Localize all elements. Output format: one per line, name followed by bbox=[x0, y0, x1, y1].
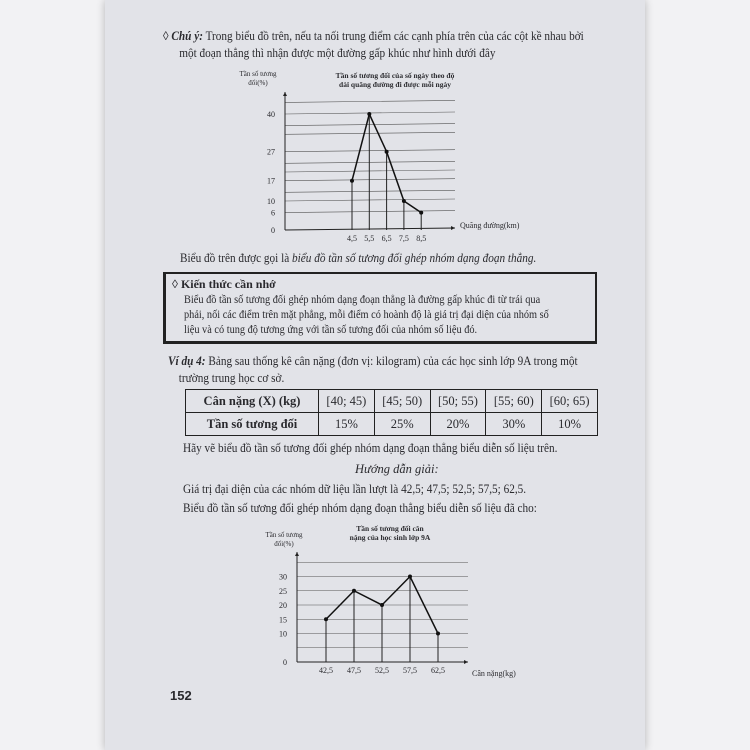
data-point bbox=[380, 603, 384, 607]
table-cell: [40; 45) bbox=[319, 390, 375, 413]
knowledge-line: phải, nối các điểm trên mặt phẳng, mỗi điểm có hoành độ là giá trị đại diện của nhóm số bbox=[184, 307, 549, 321]
chart-title: Tần số tương đối cân bbox=[356, 524, 424, 533]
guide-text-2: Biểu đồ tần số tương đối ghép nhóm dạng đoạn thẳng biểu diễn số liệu đã cho: bbox=[183, 501, 537, 515]
knowledge-line: liệu và có tung độ tương ứng với tần số tương đối của nhóm số liệu đó. bbox=[184, 322, 478, 336]
page-number: 152 bbox=[170, 688, 192, 703]
y-axis-arrow-icon bbox=[295, 552, 299, 556]
x-tick-label: 4,5 bbox=[347, 234, 357, 243]
knowledge-line: Biểu đồ tần số tương đối ghép nhóm dạng đoạn thẳng là đường gấp khúc đi từ trái qua bbox=[184, 292, 541, 306]
table-cell: 15% bbox=[319, 413, 375, 436]
table-cell: 25% bbox=[374, 413, 430, 436]
data-point bbox=[408, 575, 412, 579]
x-tick-label: 42,5 bbox=[319, 666, 333, 675]
table-cell: 20% bbox=[430, 413, 486, 436]
x-tick-label: 6,5 bbox=[381, 234, 392, 243]
x-tick-label: 7,5 bbox=[398, 234, 409, 243]
note-label: Chú ý: bbox=[171, 29, 203, 43]
example-label: Ví dụ 4: bbox=[168, 354, 206, 368]
table-cell: [55; 60) bbox=[486, 390, 542, 413]
y-tick-label: 40 bbox=[267, 110, 275, 119]
y-tick-label: 15 bbox=[279, 615, 287, 625]
table-header-cell: Cân nặng (X) (kg) bbox=[186, 390, 319, 413]
example-text-2: trường trung học cơ sở. bbox=[178, 371, 285, 385]
diamond-bullet-icon: ◊ bbox=[163, 29, 169, 43]
knowledge-title: Kiến thức cần nhớ bbox=[180, 277, 276, 291]
note-text-1: Trong biểu đồ trên, nếu ta nối trung điểm các cạnh phía trên của các cột kề nhau bởi bbox=[205, 29, 584, 43]
x-axis-label: Quãng đường(km) bbox=[460, 221, 520, 230]
guide-title: Hướng dẫn giải: bbox=[355, 462, 439, 476]
table-cell: 10% bbox=[542, 413, 598, 436]
y-axis-label: Tần số tương bbox=[265, 531, 303, 539]
y-tick-label: 0 bbox=[271, 226, 275, 235]
y-axis-label: Tần số tương bbox=[239, 70, 277, 78]
x-tick-label: 8,5 bbox=[416, 234, 427, 243]
caption-1-emphasis: biểu đồ tần số tương đối ghép nhóm dạng đoạn thẳng. bbox=[292, 251, 537, 265]
y-tick-label: 20 bbox=[279, 601, 287, 610]
x-axis-arrow-icon bbox=[464, 660, 468, 664]
y-tick-label: 25 bbox=[279, 586, 287, 596]
x-tick-label: 57,5 bbox=[403, 666, 417, 675]
y-axis-label: đối(%) bbox=[274, 540, 294, 548]
guide-text-1: Giá trị đại diện của các nhóm dữ liệu lần lượt là 42,5; 47,5; 52,5; 57,5; 62,5. bbox=[183, 482, 527, 496]
data-point bbox=[324, 617, 328, 621]
y-tick-label: 0 bbox=[283, 658, 287, 667]
y-tick-label: 10 bbox=[267, 197, 275, 206]
diamond-bullet-icon: ◊ bbox=[172, 277, 178, 291]
table-cell: 30% bbox=[486, 413, 542, 436]
y-tick-label: 6 bbox=[271, 208, 275, 218]
y-tick-label: 10 bbox=[279, 629, 287, 639]
table-cell: [45; 50) bbox=[374, 390, 430, 413]
y-tick-label: 30 bbox=[279, 572, 287, 582]
chart-title: nặng của học sinh lớp 9A bbox=[349, 533, 431, 542]
data-point bbox=[352, 589, 356, 593]
table-header-cell: Tần số tương đối bbox=[186, 413, 319, 436]
table-cell: [50; 55) bbox=[430, 390, 486, 413]
caption-1-text: Biểu đồ trên được gọi là bbox=[180, 251, 293, 265]
y-tick-label: 17 bbox=[267, 176, 275, 186]
chart-title: Tần số tương đối của số ngày theo độ bbox=[335, 71, 455, 80]
x-tick-label: 5,5 bbox=[364, 234, 375, 243]
y-tick-label: 27 bbox=[267, 147, 275, 157]
x-axis-label: Cân nặng(kg) bbox=[472, 669, 516, 678]
table-cell: [60; 65) bbox=[542, 390, 598, 413]
example-text-1: Bảng sau thống kê cân nặng (đơn vị: kilogram) của các học sinh lớp 9A trong một bbox=[208, 354, 578, 368]
data-point bbox=[436, 632, 440, 636]
x-tick-label: 47,5 bbox=[347, 666, 361, 675]
task-text: Hãy vẽ biểu đồ tần số tương đối ghép nhóm dạng đoạn thẳng biểu diễn số liệu trên. bbox=[183, 441, 558, 455]
y-axis-label: đối(%) bbox=[248, 79, 268, 87]
x-tick-label: 62,5 bbox=[431, 666, 445, 675]
x-tick-label: 52,5 bbox=[375, 666, 389, 675]
note-text-2: một đoạn thẳng thì nhận được một đường gấp khúc như hình dưới đây bbox=[179, 46, 496, 60]
chart-title: dài quãng đường đi được mỗi ngày bbox=[339, 80, 451, 89]
